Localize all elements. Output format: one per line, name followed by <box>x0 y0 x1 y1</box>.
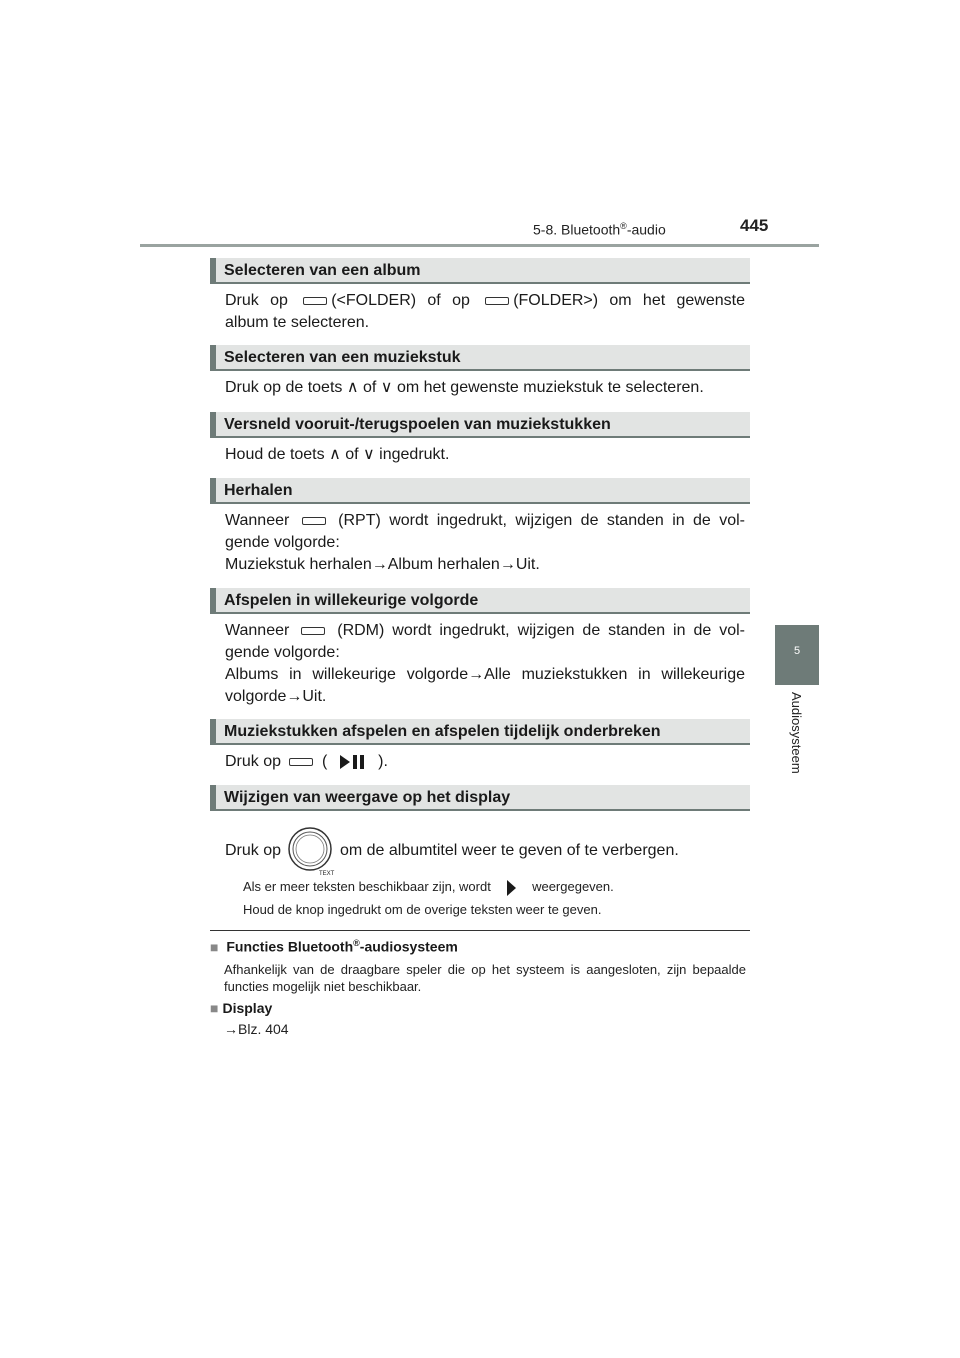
side-tab <box>775 625 819 685</box>
random-line-3: Albums in willekeurige volgorde→Alle muziekstukken in willekeurige <box>225 666 745 683</box>
rpt-button-icon <box>302 517 326 525</box>
random-line-4: volgorde→Uit. <box>225 688 327 705</box>
album-line-2: album te selecteren. <box>225 314 370 331</box>
section-heading-seek: Versneld vooruit-/terugspoelen van muziekstukken <box>210 412 750 438</box>
bullet-square-icon: ■ <box>210 938 219 955</box>
header-rule <box>140 244 819 247</box>
play-button-icon <box>289 758 313 766</box>
small-note-1: Als er meer teksten beschikbaar zijn, wordt weergegeven. <box>243 878 614 897</box>
note-display: →Blz. 404 <box>224 1021 289 1037</box>
repeat-line-3: Muziekstuk herhalen→Album herhalen→Uit. <box>225 556 540 573</box>
section-heading-display: Wijzigen van weergave op het display <box>210 785 750 811</box>
random-paragraph <box>225 620 745 708</box>
side-tab-number: 5 <box>793 645 801 657</box>
header-section-text: 5-8. Bluetooth <box>533 221 621 238</box>
random-line-2: gende volgorde: <box>225 644 340 661</box>
album-paragraph <box>225 290 745 334</box>
knob-label: TEXT <box>319 870 335 877</box>
note-bluetooth-functions: Afhankelijk van de draagbare speler die op het systeem is aangesloten, zijn bepaalde functies mogelijk niet beschikbaar. <box>224 962 746 994</box>
random-line-1: Wanneer (RDM) wordt ingedrukt, wijzigen de standen in de vol- <box>225 622 745 639</box>
registered-mark: ® <box>620 221 627 231</box>
section-heading-random: Afspelen in willekeurige volgorde <box>210 588 750 614</box>
repeat-line-1: Wanneer (RPT) wordt ingedrukt, wijzigen de standen in de vol- <box>225 512 746 529</box>
small-note-2: Houd de knop ingedrukt om de overige teksten weer te geven. <box>243 902 602 917</box>
seek-paragraph: Houd de toets ∧ of ∨ ingedrukt. <box>225 446 450 463</box>
header-section <box>533 221 666 238</box>
section-heading-play-pause: Muziekstukken afspelen en afspelen tijdelijk onderbreken <box>210 719 750 745</box>
header-section-suffix: -audio <box>626 221 666 238</box>
folder-prev-button-icon <box>303 297 327 305</box>
bullet-square-icon: ■ <box>210 1000 219 1016</box>
repeat-paragraph <box>225 510 745 576</box>
more-text-arrow-icon <box>504 879 518 897</box>
page-number: 445 <box>740 216 769 235</box>
side-tab-label: Audiosysteem <box>789 692 804 774</box>
footer-rule <box>210 930 750 931</box>
section-heading-repeat: Herhalen <box>210 478 750 504</box>
section-heading-track: Selecteren van een muziekstuk <box>210 345 750 371</box>
repeat-line-2: gende volgorde: <box>225 534 340 551</box>
album-line-1: Druk op (<FOLDER) of op (FOLDER>) om het gewenste <box>225 292 745 309</box>
section-heading-album: Selecteren van een album <box>210 258 750 284</box>
bullet-display: ■ Display <box>210 1000 273 1016</box>
track-paragraph: Druk op de toets ∧ of ∨ om het gewenste muziekstuk te selecteren. <box>225 379 704 396</box>
text-knob-icon <box>285 824 335 878</box>
play-paragraph: Druk op ( ). <box>225 753 388 770</box>
play-pause-icon <box>338 753 368 771</box>
rdm-button-icon <box>301 627 325 635</box>
bullet-bluetooth-functions: ■ Functies Bluetooth®-audiosysteem <box>210 938 458 955</box>
folder-next-button-icon <box>485 297 509 305</box>
display-paragraph: Druk op TEXT om de albumtitel weer te geven of te verbergen. <box>225 823 745 879</box>
